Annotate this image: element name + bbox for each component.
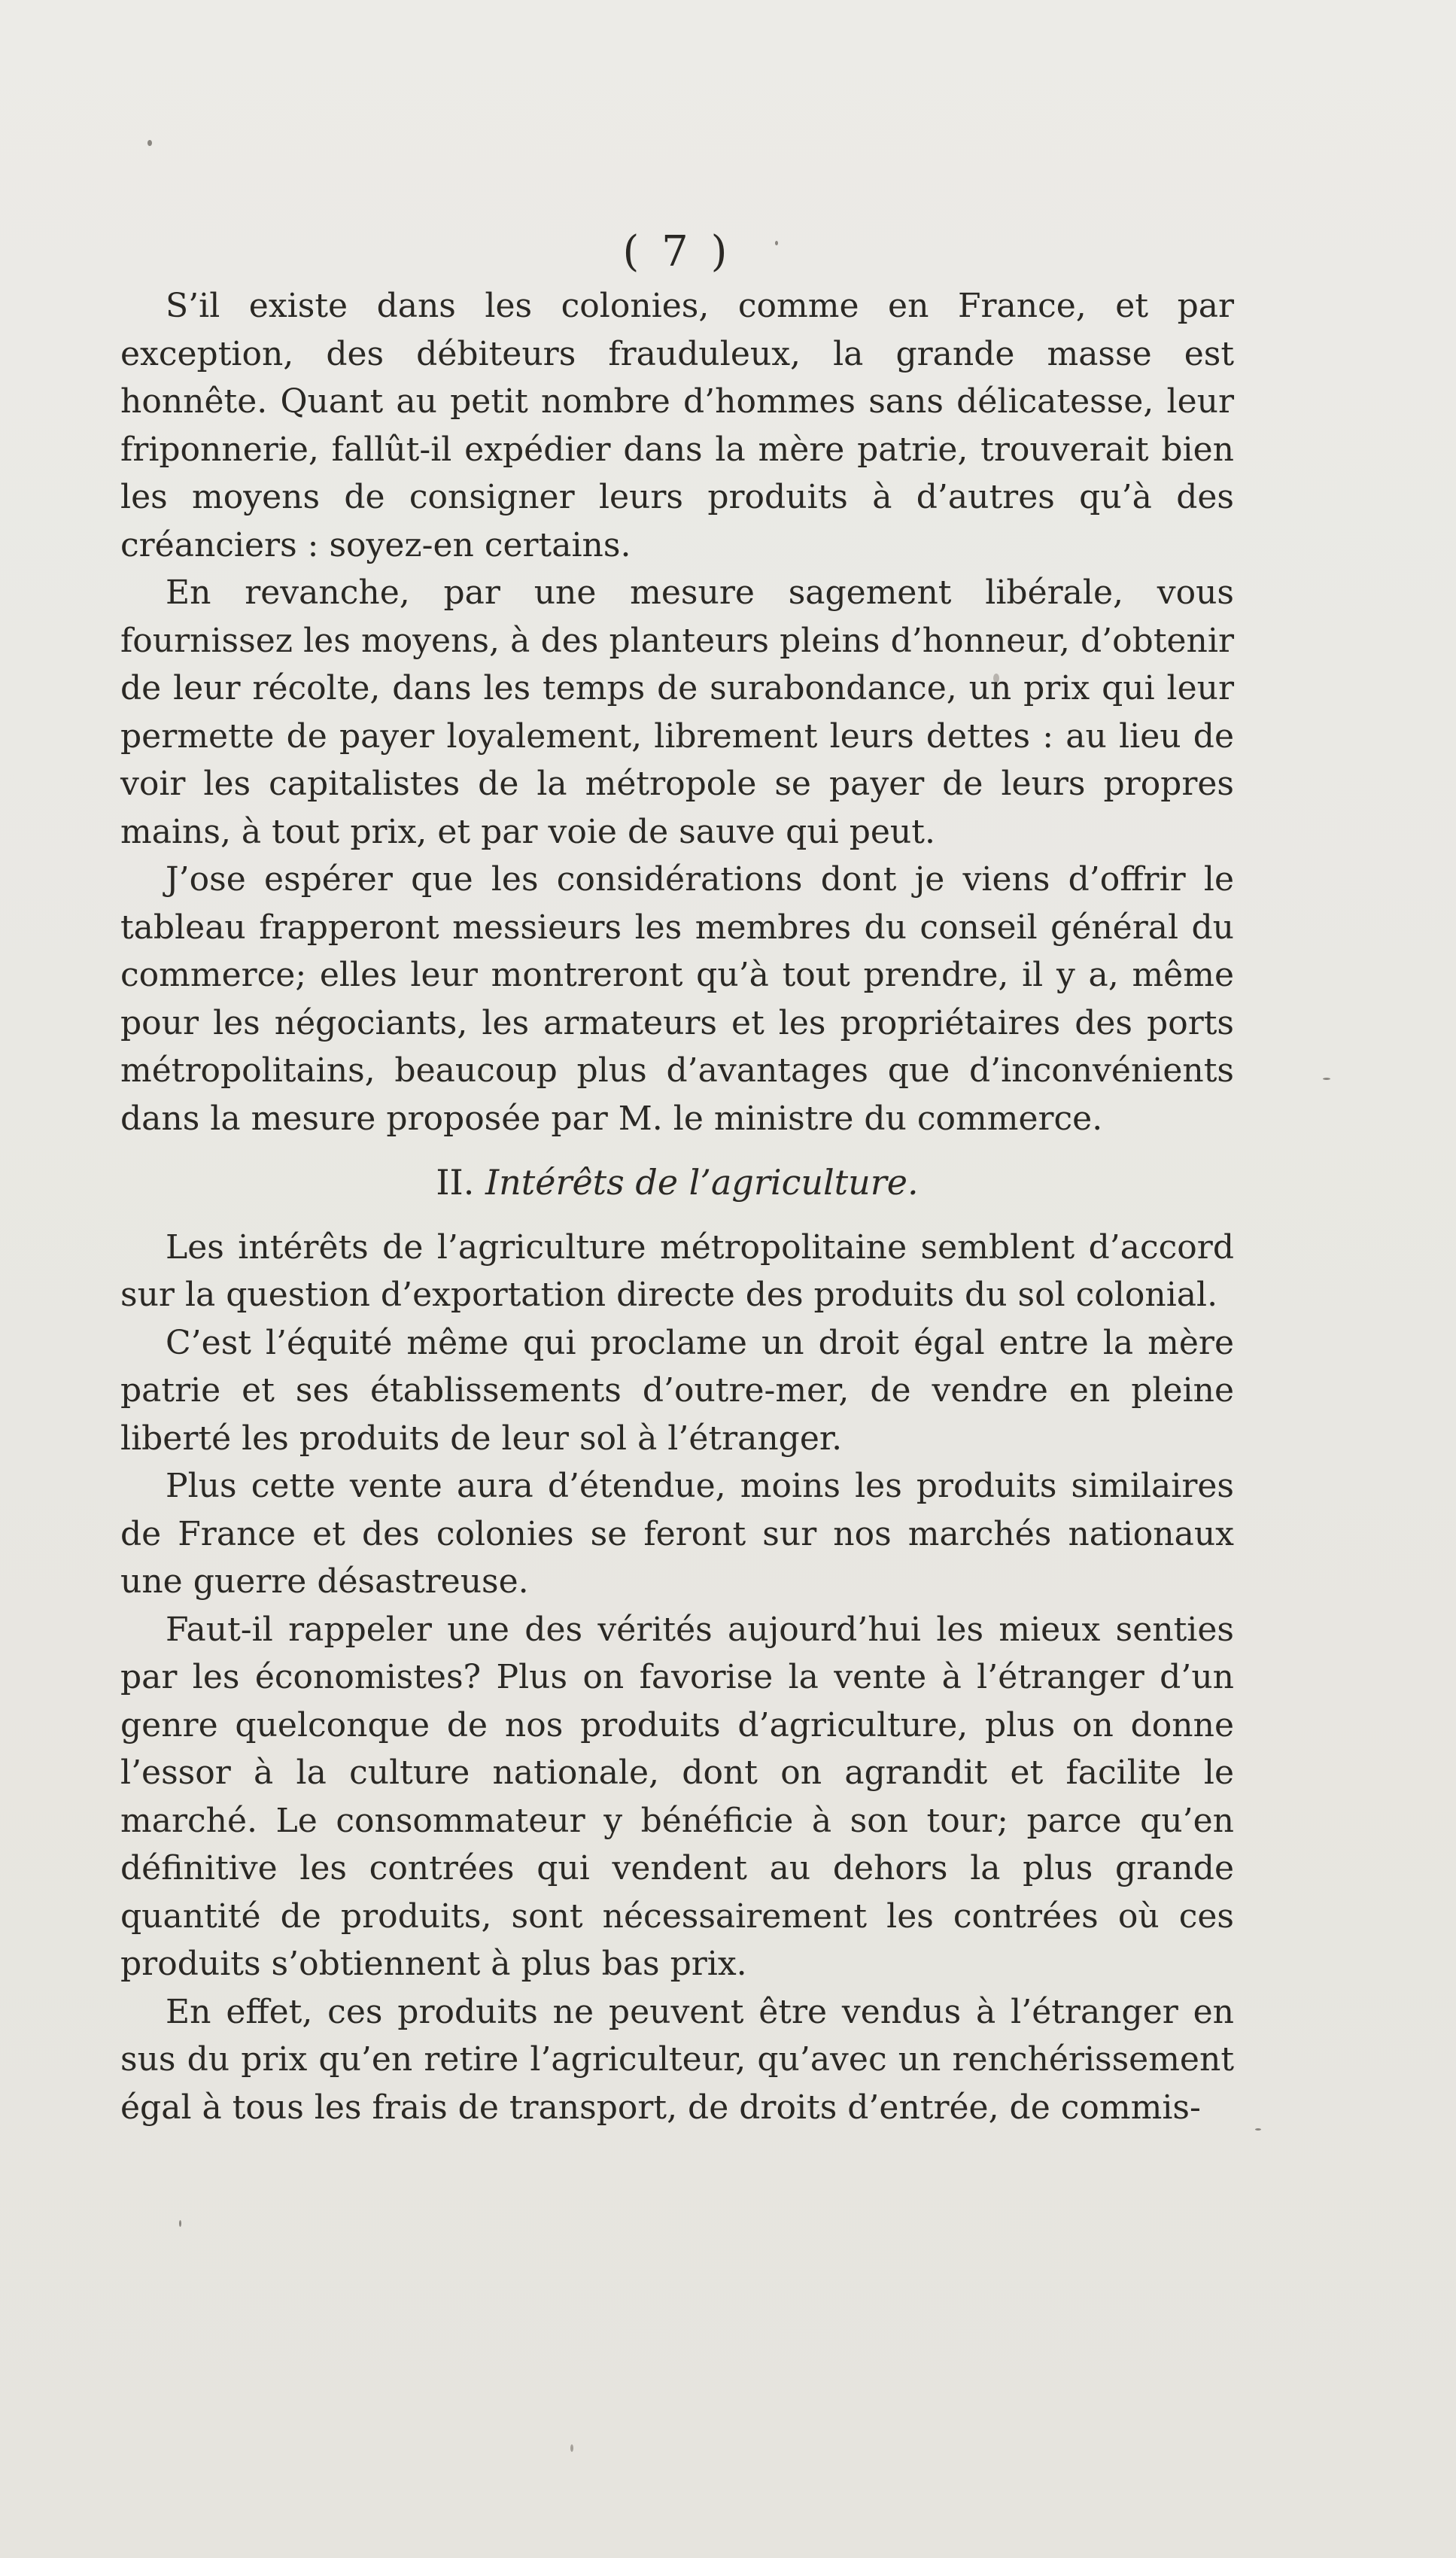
- paragraph: Faut-il rappeler une des vérités aujourd’hui les mieux senties par les économistes? Plus on favorise la vente à l’étranger d’un genre quelconque de nos produits d’agriculture, plus on donne l’essor à la culture nationale, dont on agrandit et facilite le marché. Le consommateur y bénéficie à son tour; parce qu’en définitive les contrées qui vendent au dehors la plus grande quantité de produits, sont nécessairement les contrées où ces produits s’obtiennent à plus bas prix.: [120, 1610, 1234, 1983]
- paragraph: Les intérêts de l’agriculture métropolitaine semblent d’accord sur la question d’exportation directe des produits du sol colonial.: [120, 1227, 1234, 1314]
- paragraph: Plus cette vente aura d’étendue, moins les produits similaires de France et des colonies se feront sur nos marchés nationaux une guerre désastreuse.: [120, 1467, 1234, 1601]
- document-text: [120, 222, 1234, 2131]
- section-heading: [120, 1159, 1234, 1207]
- paper-speck: [1255, 2128, 1261, 2131]
- paragraph: En revanche, par une mesure sagement libérale, vous fournissez les moyens, à des planteurs pleins d’honneur, d’obtenir de leur récolte, dans les temps de surabondance, un prix qui leur permette de payer loyalement, librement leurs dettes : au lieu de voir les capitalistes de la métropole se payer de leurs propres mains, à tout prix, et par voie de sauve qui peut.: [120, 573, 1234, 851]
- paper-speck: [1323, 1078, 1330, 1080]
- paragraph: J’ose espérer que les considérations dont je viens d’offrir le tableau frapperont messieurs les membres du conseil général du commerce; elles leur montreront qu’à tout prendre, il y a, même pour les négociants, les armateurs et les propriétaires des ports métropolitains, beaucoup plus d’avantages que d’inconvénients dans la mesure proposée par M. le ministre du commerce.: [120, 860, 1234, 1138]
- paper-speck: [179, 2220, 181, 2227]
- paper-speck: [570, 2444, 573, 2452]
- section-title: Intérêts de l’agriculture.: [485, 1162, 919, 1203]
- paper-speck: [147, 140, 152, 146]
- page-number: ( 7 ): [622, 227, 732, 276]
- paragraph: S’il existe dans les colonies, comme en France, et par exception, des débiteurs frauduleux, la grande masse est honnête. Quant au petit nombre d’hommes sans délicatesse, leur friponnerie, fallût-il expédier dans la mère patrie, trouverait bien les moyens de consigner leurs produits à d’autres qu’à des créanciers : soyez-en certains.: [120, 287, 1234, 564]
- paragraph: En effet, ces produits ne peuvent être vendus à l’étranger en sus du prix qu’en retire l’agriculteur, qu’avec un renchérissement égal à tous les frais de transport, de droits d’entrée, de commis-: [120, 1992, 1234, 2127]
- paragraph: C’est l’équité même qui proclame un droit égal entre la mère patrie et ses établissements d’outre-mer, de vendre en pleine liberté les produits de leur sol à l’étranger.: [120, 1323, 1234, 1458]
- section-number: II.: [436, 1162, 475, 1203]
